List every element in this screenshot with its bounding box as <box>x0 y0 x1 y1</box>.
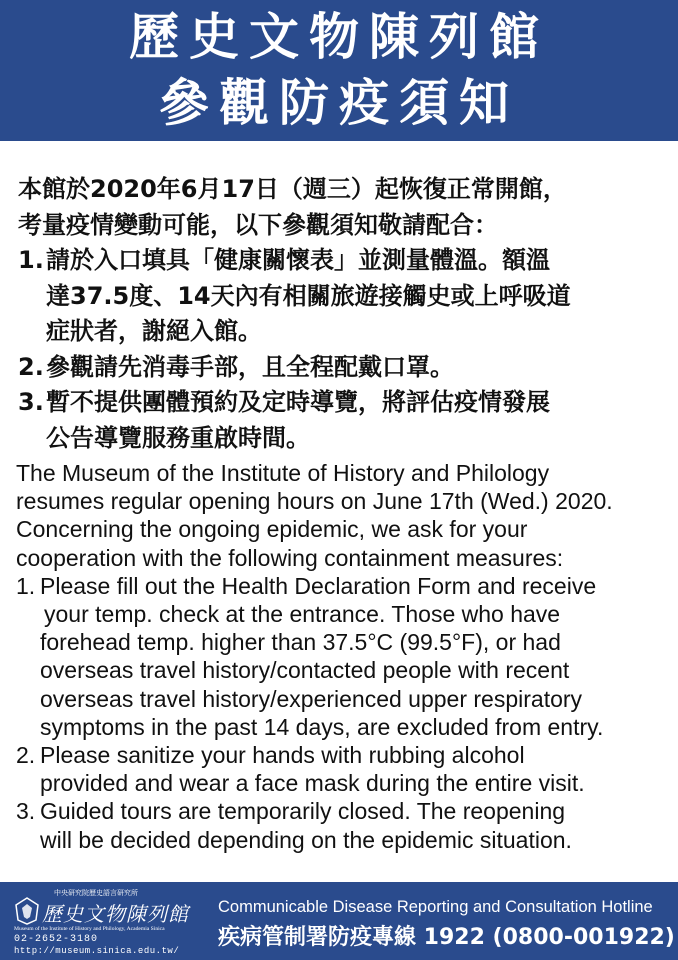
zh-item-1-line: 達37.5度、14天內有相關旅遊接觸史或上呼吸道 <box>46 281 571 310</box>
en-intro-line: Concerning the ongoing epidemic, we ask for your <box>16 516 528 543</box>
logo-institute-name: 中央研究院歷史語言研究所 <box>54 889 138 897</box>
zh-item-1-num: 1. <box>18 246 44 274</box>
en-item-1-line: symptoms in the past 14 days, are excluded from entry. <box>40 713 604 740</box>
en-item-1-line: overseas travel history/contacted people with recent <box>40 657 570 684</box>
footer-bar <box>0 882 678 960</box>
institute-emblem-icon <box>14 896 40 926</box>
logo-museum-name: 歷史文物陳列館 <box>42 902 189 926</box>
title-line1: 歷史文物陳列館 <box>129 8 549 66</box>
en-item-1-line: forehead temp. higher than 37.5°C (99.5°F), or had <box>40 629 561 656</box>
zh-item-3-line: 暫不提供團體預約及定時導覽，將評估疫情發展 <box>46 388 550 416</box>
en-item-3-line: will be decided depending on the epidemic situation. <box>40 826 572 853</box>
en-item-2-line: provided and wear a face mask during the entire visit. <box>40 770 585 797</box>
title-line2: 參觀防疫須知 <box>159 74 519 132</box>
en-item-1-line: your temp. check at the entrance. Those who have <box>44 601 561 628</box>
notice-english <box>16 459 672 854</box>
en-item-1-line: Please fill out the Health Declaration Form and receive <box>40 572 597 599</box>
en-item-3-num: 3. <box>16 798 36 825</box>
zh-item-2-num: 2. <box>18 352 44 381</box>
zh-item-2 <box>18 350 666 386</box>
zh-item-3-num: 3. <box>18 388 44 416</box>
en-item-1-line: overseas travel history/experienced upper respiratory <box>40 685 583 712</box>
en-intro-line: resumes regular opening hours on June 17th (Wed.) 2020. <box>16 488 613 515</box>
museum-logo <box>14 888 206 958</box>
zh-intro-line2: 考量疫情變動可能，以下參觀須知敬請配合： <box>18 210 498 239</box>
en-item-3-line: Guided tours are temporarily closed. The reopening <box>40 798 566 825</box>
en-item-2-line: Please sanitize your hands with rubbing alcohol <box>40 742 525 769</box>
zh-item-3 <box>18 385 666 456</box>
en-intro-line: The Museum of the Institute of History and Philology <box>16 460 550 486</box>
zh-item-3-line: 公告導覽服務重啟時間。 <box>46 423 310 452</box>
zh-item-2-line: 參觀請先消毒手部，且全程配戴口罩。 <box>46 352 454 381</box>
en-item-1-num: 1. <box>16 572 36 599</box>
header-banner <box>0 0 678 141</box>
notice-chinese <box>18 172 666 456</box>
zh-intro-line1: 本館於2020年6月17日（週三）起恢復正常開館， <box>18 175 567 203</box>
hotline-label-en: Communicable Disease Reporting and Consultation Hotline <box>218 898 653 916</box>
en-item-3 <box>16 797 672 853</box>
museum-url[interactable]: http://museum.sinica.edu.tw/ <box>14 946 180 956</box>
en-item-2-num: 2. <box>16 742 36 769</box>
en-item-1 <box>16 572 672 741</box>
zh-item-1-line: 症狀者，謝絕入館。 <box>46 317 262 345</box>
en-intro-line: cooperation with the following containment measures: <box>16 544 564 571</box>
en-item-2 <box>16 741 672 797</box>
museum-phone: 02-2652-3180 <box>14 934 99 945</box>
zh-item-1 <box>18 243 666 350</box>
logo-english-name: Museum of the Institute of History and Philology, Academia Sinica <box>14 926 165 932</box>
zh-item-1-line: 請於入口填具「健康關懷表」並測量體溫。額溫 <box>46 246 550 274</box>
hotline-label-zh: 疾病管制署防疫專線 1922 (0800-001922) <box>218 925 675 950</box>
